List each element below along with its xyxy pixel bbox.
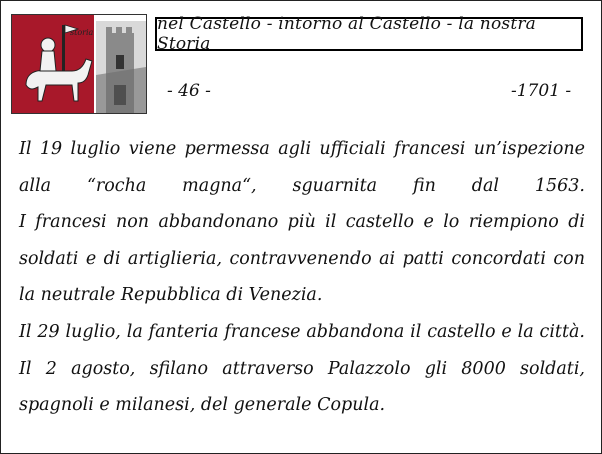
logo <box>11 14 147 114</box>
banner-title: nel Castello - intorno al Castello - la nostra Storia <box>155 17 583 51</box>
logo-knight-castle-image <box>12 15 146 113</box>
paragraph-1: Il 19 luglio viene permessa agli ufficiali francesi un’ispezione alla “rocha magna“, sguarnita fin dal 1563. <box>19 139 585 196</box>
page-number: - 46 - <box>167 81 211 101</box>
year-label: -1701 - <box>511 81 572 101</box>
logo-caption: storia <box>70 28 94 37</box>
paragraph-2: I francesi non abbandonano più il castello e lo riempiono di soldati e di artiglieria, contravvenendo ai patti concordati con la neutrale Repubblica di Venezia. <box>19 212 585 306</box>
body-text <box>19 131 585 424</box>
paragraph-3: Il 29 luglio, la fanteria francese abbandona il castello e la città. Il 2 agosto, sfilano attraverso Palazzolo gli 8000 soldati, spagnoli e milanesi, del generale Copula. <box>19 321 585 416</box>
